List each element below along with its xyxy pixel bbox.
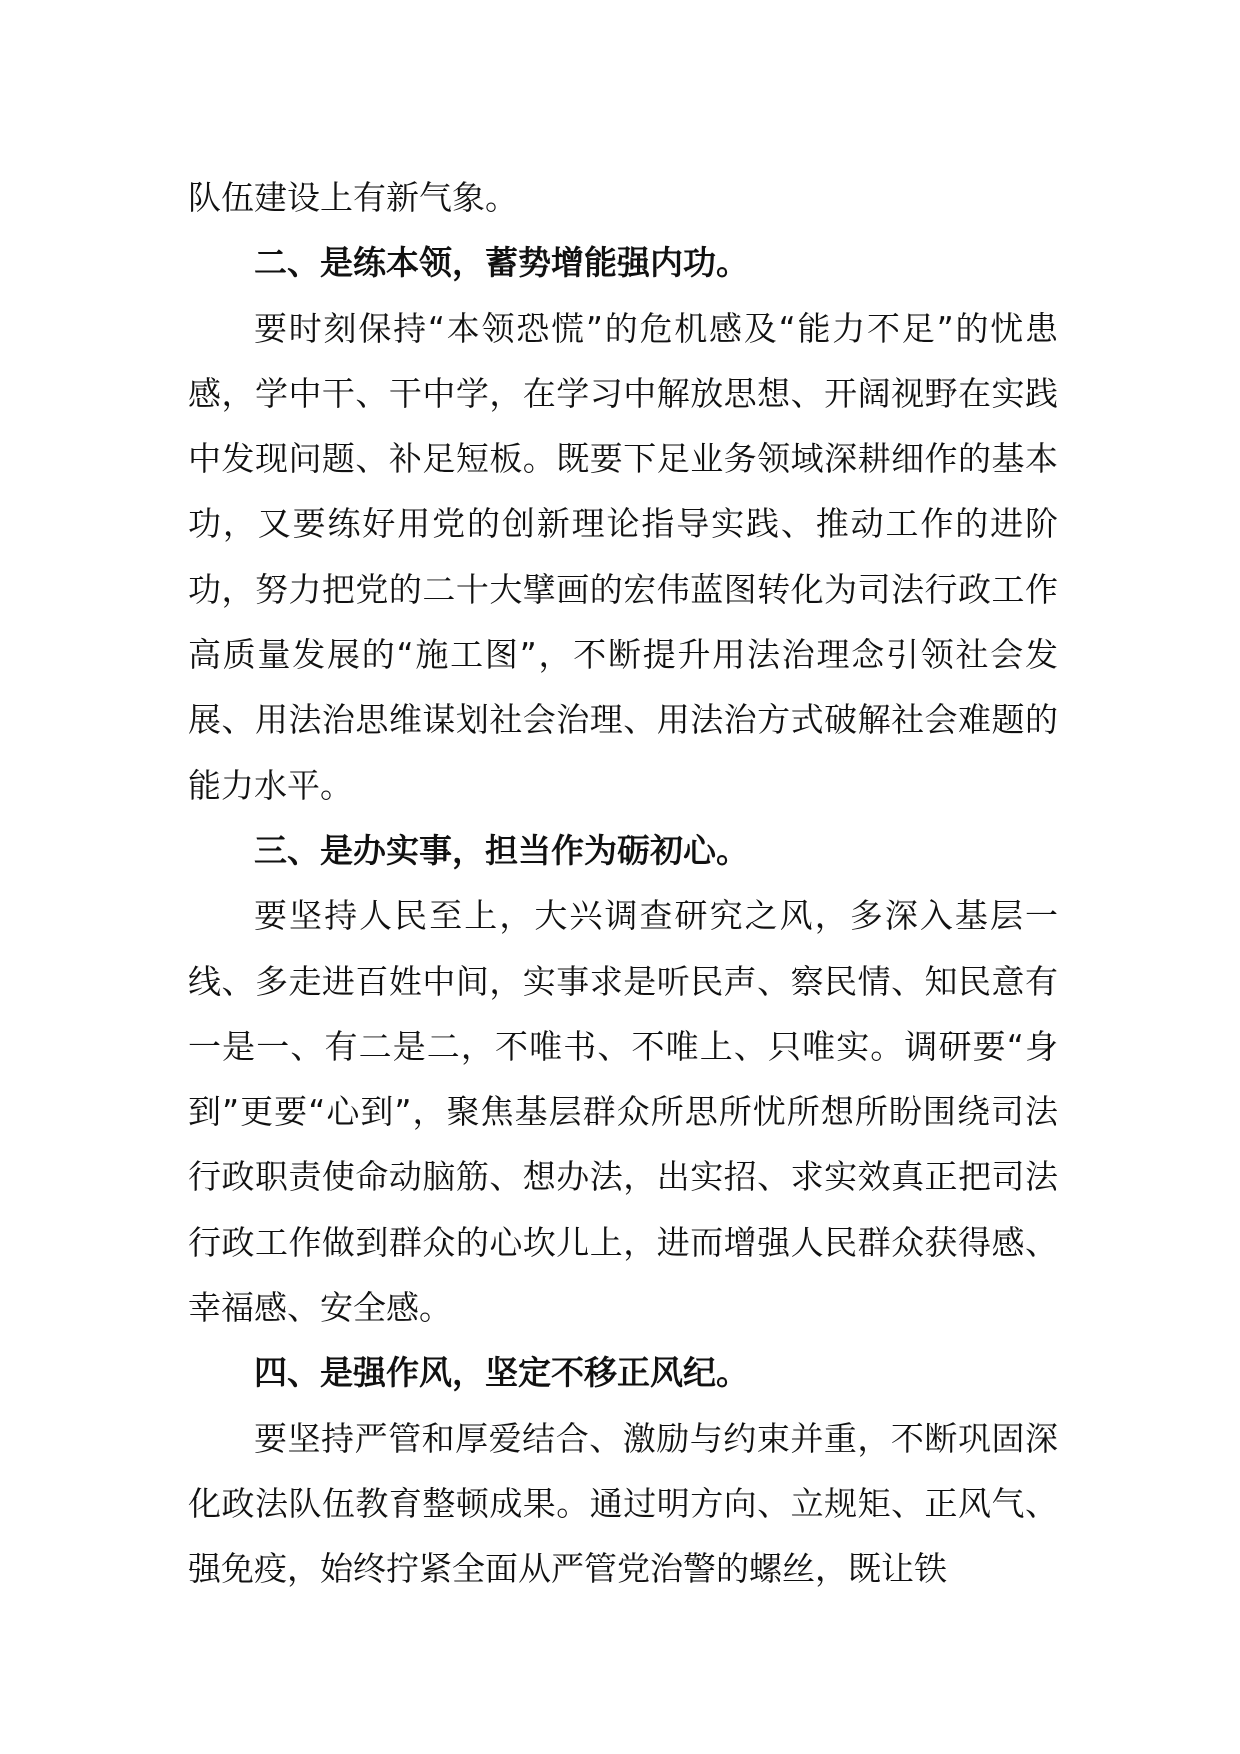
section-heading-3: 三、是办实事，担当作为砺初心。 — [254, 830, 749, 870]
section-body-4: 要坚持严管和厚爱结合、激励与约束并重，不断巩固深化政法队伍教育整顿成果。通过明方向、立规矩、正风气、强免疫，始终拧紧全面从严管党治警的螺丝，既让铁 — [188, 1418, 1058, 1589]
section-heading-4: 四、是强作风，坚定不移正风纪。 — [254, 1353, 749, 1393]
document-body — [188, 165, 1058, 1602]
section-body-2: 要时刻保持“本领恐慌”的危机感及“能力不足”的忧患感，学中干、干中学，在学习中解放思想、开阔视野在实践中发现问题、补足短板。既要下足业务领域深耕细作的基本功，又要练好用党的创新理论指导实践、推动工作的进阶功，努力把党的二十大擘画的宏伟蓝图转化为司法行政工作高质量发展的“施工图”，不断提升用法治理念引领社会发展、用法治思维谋划社会治理、用法治方式破解社会难题的能力水平。 — [188, 308, 1058, 805]
paragraph-continuation: 队伍建设上有新气象。 — [188, 178, 518, 217]
section-body-3: 要坚持人民至上，大兴调查研究之风，多深入基层一线、多走进百姓中间，实事求是听民声、察民情、知民意有一是一、有二是二，不唯书、不唯上、只唯实。调研要“身到”更要“心到”，聚焦基层群众所思所忧所想所盼围绕司法行政职责使命动脑筋、想办法，出实招、求实效真正把司法行政工作做到群众的心坎儿上，进而增强人民群众获得感、幸福感、安全感。 — [188, 896, 1058, 1328]
section-heading-2: 二、是练本领，蓄势增能强内功。 — [254, 243, 749, 283]
